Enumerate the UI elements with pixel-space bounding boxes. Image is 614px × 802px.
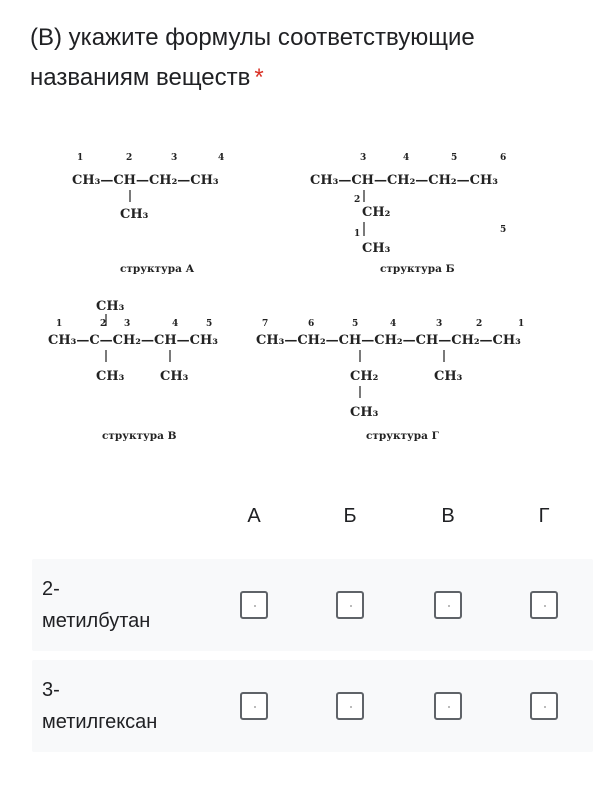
- row-label-line-2: метилбутан: [42, 610, 151, 632]
- structure-v-main-chain: CH₃—C—CH₂—CH—CH₃: [48, 333, 218, 348]
- checkbox-row2-g[interactable]: [530, 692, 558, 720]
- structure-v-num-4: 4: [172, 319, 179, 329]
- structure-g-num-4: 4: [390, 319, 397, 329]
- structure-g-num-2: 2: [476, 319, 483, 329]
- structure-b-num-2: 2: [354, 195, 361, 205]
- grid-row-2-methylbutane: [32, 559, 593, 651]
- structure-g-main-chain: CH₃—CH₂—CH—CH₂—CH—CH₂—CH₃: [256, 333, 521, 348]
- checkbox-row2-b[interactable]: [336, 692, 364, 720]
- structure-a-num-2: 2: [126, 153, 133, 163]
- question-title: [30, 18, 590, 98]
- structure-v-branch-1: CH₃: [96, 369, 125, 384]
- column-header-g: Г: [538, 505, 550, 527]
- cell-b: [320, 660, 380, 752]
- checkbox-row2-a[interactable]: [240, 692, 268, 720]
- cell-a: [224, 660, 284, 752]
- structure-b-ch2: CH₂: [362, 205, 391, 220]
- row-label-line-2: метилгексан: [42, 711, 158, 733]
- question-text: (В) укажите формулы соответствующие названиям веществ: [30, 24, 475, 91]
- checkbox-row1-v[interactable]: [434, 591, 462, 619]
- structure-v-num-3: 3: [124, 319, 131, 329]
- cell-g: [514, 660, 574, 752]
- structure-g: [256, 319, 524, 442]
- cell-g: [514, 559, 574, 651]
- structure-b-ch3: CH₃: [362, 241, 391, 256]
- structure-g-num-1: 1: [518, 319, 525, 329]
- structure-g-num-3: 3: [436, 319, 443, 329]
- structure-v-top: CH₃: [96, 299, 125, 314]
- structure-v: [48, 299, 218, 442]
- grid-row-3-methylhexane: [32, 660, 593, 752]
- column-header-a: А: [247, 505, 261, 527]
- structures-svg: [40, 140, 560, 460]
- structure-g-caption: структура Г: [366, 430, 439, 442]
- structure-a-num-3: 3: [171, 153, 178, 163]
- structure-g-num-6: 6: [308, 319, 315, 329]
- structure-b: [310, 153, 506, 275]
- checkbox-row1-g[interactable]: [530, 591, 558, 619]
- column-header-b: Б: [343, 505, 357, 527]
- structure-a-caption: структура А: [120, 263, 195, 275]
- structure-b-stray-num: 5: [500, 225, 507, 235]
- structure-b-num-5: 5: [451, 153, 458, 163]
- checkbox-row1-b[interactable]: [336, 591, 364, 619]
- cell-v: [418, 660, 478, 752]
- structure-g-branch-1: CH₂: [350, 369, 379, 384]
- row-label: [42, 674, 202, 738]
- structure-v-num-5: 5: [206, 319, 213, 329]
- structure-a-num-1: 1: [77, 153, 84, 163]
- structure-g-branch-1b: CH₃: [350, 405, 379, 420]
- checkbox-row2-v[interactable]: [434, 692, 462, 720]
- structure-b-num-3: 3: [360, 153, 367, 163]
- required-asterisk: *: [254, 64, 264, 91]
- structure-b-num-6: 6: [500, 153, 507, 163]
- structure-v-num-1: 1: [56, 319, 63, 329]
- structure-g-num-7: 7: [262, 319, 269, 329]
- structure-b-num-1: 1: [354, 229, 361, 239]
- cell-b: [320, 559, 380, 651]
- cell-a: [224, 559, 284, 651]
- structure-g-branch-2: CH₃: [434, 369, 463, 384]
- checkbox-row1-a[interactable]: [240, 591, 268, 619]
- structure-v-caption: структура В: [102, 430, 177, 442]
- structure-v-branch-2: CH₃: [160, 369, 189, 384]
- grid-column-headers: [0, 500, 614, 532]
- structure-g-num-5: 5: [352, 319, 359, 329]
- structure-b-caption: структура Б: [380, 263, 455, 275]
- row-label-line-1: 3-: [42, 679, 60, 701]
- structure-a-branch: CH₃: [120, 207, 149, 222]
- structure-v-num-2: 2: [100, 319, 107, 329]
- cell-v: [418, 559, 478, 651]
- structure-a: [72, 153, 224, 275]
- structure-a-num-4: 4: [218, 153, 225, 163]
- row-label: [42, 573, 202, 637]
- structure-b-num-4: 4: [403, 153, 410, 163]
- column-header-v: В: [441, 505, 455, 527]
- row-label-line-1: 2-: [42, 578, 60, 600]
- structures-figure: [40, 140, 560, 460]
- structure-b-main-chain: CH₃—CH—CH₂—CH₂—CH₃: [310, 173, 498, 188]
- structure-a-main-chain: CH₃—CH—CH₂—CH₃: [72, 173, 219, 188]
